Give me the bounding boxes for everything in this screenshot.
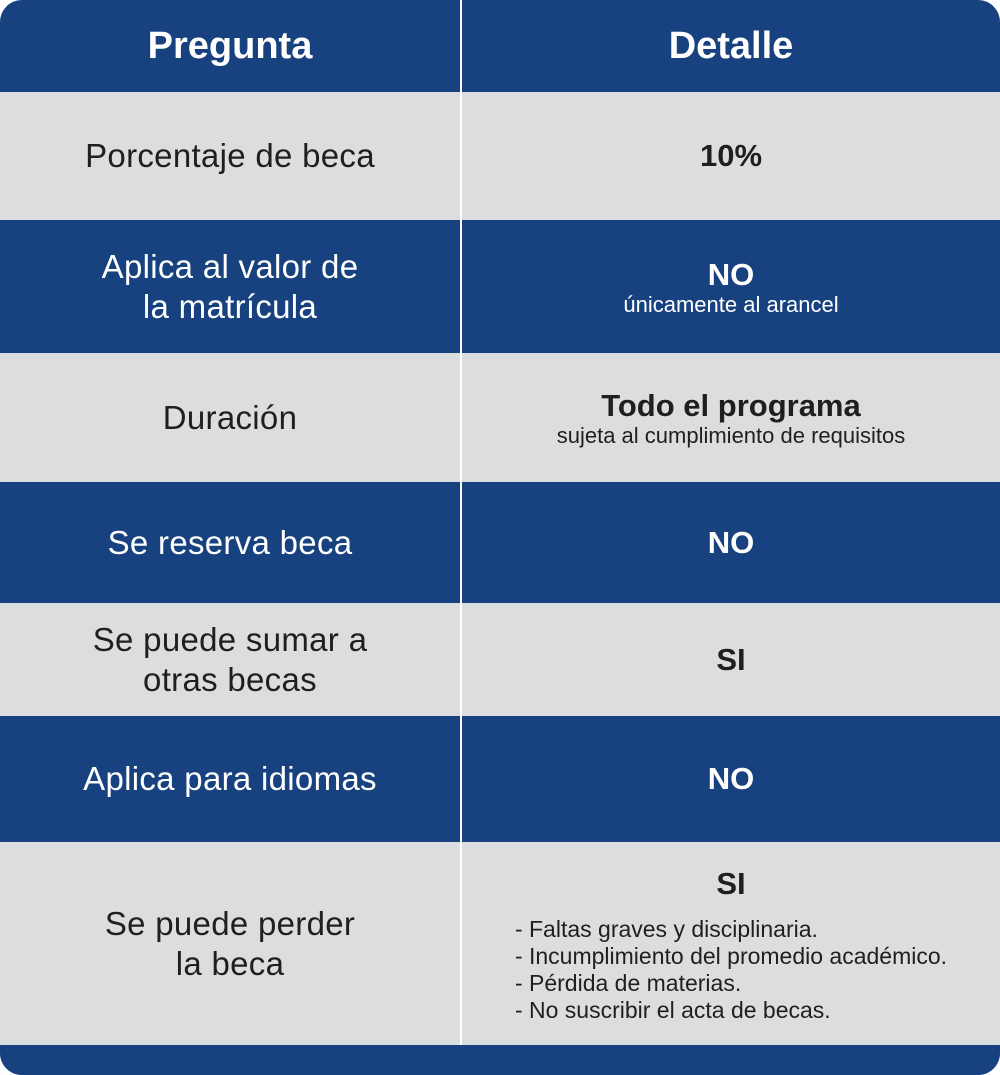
answer-note: únicamente al arancel bbox=[623, 291, 839, 317]
question-cell bbox=[0, 220, 460, 353]
answer-value: NO bbox=[707, 524, 755, 560]
answer-value: Todo el programa bbox=[601, 387, 861, 423]
header-detalle: Detalle bbox=[668, 24, 794, 67]
answer-value: NO bbox=[707, 761, 755, 796]
table-row bbox=[0, 353, 1000, 482]
answer-cell bbox=[462, 603, 1000, 716]
answer-value: 10% bbox=[699, 138, 763, 173]
question-cell bbox=[0, 603, 460, 716]
answer-value: SI bbox=[716, 866, 746, 901]
question-cell bbox=[0, 353, 460, 482]
answer-cell bbox=[462, 353, 1000, 482]
table-row bbox=[0, 482, 1000, 603]
question-cell bbox=[0, 716, 460, 842]
question-text: Duración bbox=[162, 398, 298, 436]
list-item: - Faltas graves y disciplinaria. bbox=[514, 916, 818, 942]
answer-value: SI bbox=[716, 641, 746, 677]
table-row bbox=[0, 716, 1000, 842]
question-text: otras becas bbox=[143, 660, 317, 698]
question-text: Aplica al valor de bbox=[101, 247, 359, 285]
answer-cell bbox=[462, 716, 1000, 842]
question-text: la matrícula bbox=[142, 287, 318, 325]
question-text: Aplica para idiomas bbox=[83, 760, 377, 797]
table-row bbox=[0, 603, 1000, 716]
table-row bbox=[0, 220, 1000, 353]
question-text: Se reserva beca bbox=[107, 523, 353, 561]
question-cell bbox=[0, 842, 460, 1045]
question-cell bbox=[0, 92, 460, 220]
question-text: la beca bbox=[175, 944, 285, 982]
list-item: - Incumplimiento del promedio académico. bbox=[514, 943, 948, 969]
answer-cell bbox=[462, 220, 1000, 353]
table-row bbox=[0, 92, 1000, 220]
header-pregunta: Pregunta bbox=[147, 24, 313, 67]
list-item: - No suscribir el acta de becas. bbox=[514, 997, 831, 1023]
list-item: - Pérdida de materias. bbox=[514, 970, 742, 996]
table-header bbox=[0, 0, 1000, 92]
answer-cell bbox=[462, 842, 1000, 1045]
answer-value: NO bbox=[707, 256, 755, 292]
question-text: Se puede sumar a bbox=[92, 620, 368, 658]
conditions-list bbox=[515, 916, 947, 1024]
answer-cell bbox=[462, 482, 1000, 603]
question-cell bbox=[0, 482, 460, 603]
column-divider bbox=[460, 0, 462, 1045]
table-row bbox=[0, 842, 1000, 1045]
answer-note: sujeta al cumplimiento de requisitos bbox=[556, 422, 906, 448]
table-footer bbox=[0, 1045, 1000, 1075]
question-text: Se puede perder bbox=[104, 904, 356, 942]
question-text: Porcentaje de beca bbox=[85, 137, 375, 174]
answer-cell bbox=[462, 92, 1000, 220]
